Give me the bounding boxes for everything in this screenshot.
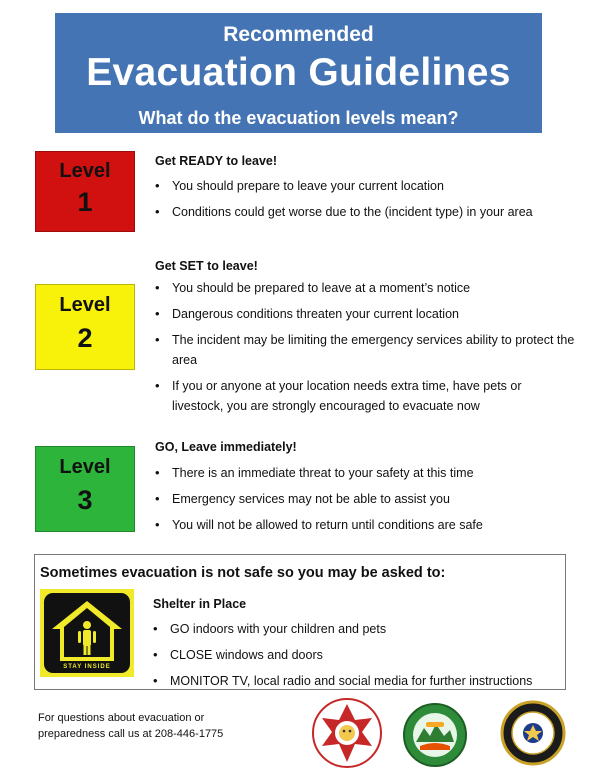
contact-info	[38, 710, 278, 742]
list-item: • You should prepare to leave your current location	[155, 176, 575, 196]
list-item: • The incident may be limiting the emergency services ability to protect the area	[155, 330, 575, 370]
level-2-heading: Get SET to leave!	[155, 259, 258, 273]
header-subtitle-top: Recommended	[223, 23, 374, 46]
list-item: • GO indoors with your children and pets	[153, 619, 553, 639]
level-3-badge	[35, 446, 135, 532]
list-item: • MONITOR TV, local radio and social media for further instructions	[153, 671, 553, 691]
shelter-sign-caption: STAY INSIDE	[63, 664, 111, 670]
shelter-heading: Sometimes evacuation is not safe so you may be asked to:	[40, 565, 446, 581]
list-item: • Emergency services may not be able to assist you	[155, 489, 575, 509]
shelter-sign	[40, 589, 134, 677]
shelter-section	[34, 554, 566, 690]
county-seal-logo	[402, 702, 468, 768]
level-3-heading: GO, Leave immediately!	[155, 440, 297, 454]
level-1-number: 1	[77, 187, 93, 217]
emergency-management-logo	[500, 700, 566, 766]
header-subtitle-bottom: What do the evacuation levels mean?	[138, 108, 459, 128]
level-3-word: Level	[59, 456, 111, 478]
list-item: • You will not be allowed to return until conditions are safe	[155, 515, 575, 535]
fire-chiefs-association-logo	[306, 696, 388, 770]
level-3-number: 3	[77, 485, 93, 515]
level-3-bullets	[155, 463, 575, 541]
shelter-subheading: Shelter in Place	[153, 597, 247, 611]
list-item: • If you or anyone at your location needs extra time, have pets or livestock, you are strongly encouraged to evacuate now	[155, 376, 575, 416]
list-item: • There is an immediate threat to your safety at this time	[155, 463, 575, 483]
list-item: • You should be prepared to leave at a moment’s notice	[155, 278, 575, 298]
contact-line-2: preparedness call us at 208-446-1775	[38, 728, 224, 740]
page-title: Evacuation Guidelines	[86, 51, 511, 94]
list-item: • CLOSE windows and doors	[153, 645, 553, 665]
level-1-heading: Get READY to leave!	[155, 154, 278, 168]
level-2-word: Level	[59, 294, 111, 316]
level-2-bullets	[155, 278, 575, 422]
level-1-word: Level	[59, 160, 111, 182]
level-2-badge	[35, 284, 135, 370]
level-1-badge	[35, 151, 135, 232]
level-1-bullets	[155, 176, 575, 228]
header-banner	[55, 13, 542, 133]
level-2-number: 2	[77, 323, 93, 353]
contact-line-1: For questions about evacuation or	[38, 712, 205, 724]
list-item: • Dangerous conditions threaten your current location	[155, 304, 575, 324]
list-item: • Conditions could get worse due to the (incident type) in your area	[155, 202, 575, 222]
shelter-bullets	[153, 619, 553, 697]
